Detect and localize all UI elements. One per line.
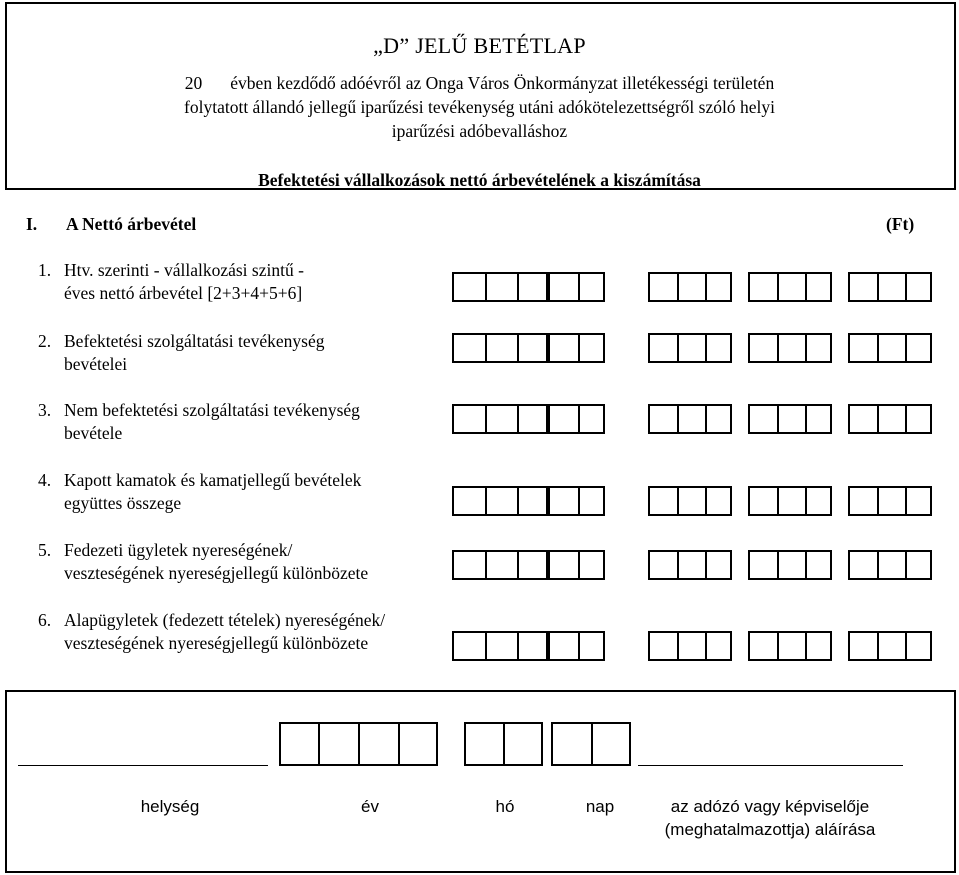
month-label: hó — [495, 797, 515, 816]
digit-box-group[interactable] — [452, 272, 548, 302]
digit-box-group[interactable] — [748, 404, 832, 434]
digit-box-group[interactable] — [748, 272, 832, 302]
intro-line-3: iparűzési adóbevalláshoz — [391, 121, 568, 141]
digit-box-group[interactable] — [848, 631, 932, 661]
digit-box-group[interactable] — [848, 333, 932, 363]
digit-box-group[interactable] — [548, 272, 605, 302]
row-6-label: 6. Alapügyletek (fedezett tételek) nyereségének/ veszteségének nyereségjellegű különbözete — [38, 610, 386, 653]
form-title: „D” JELŰ BETÉTLAP — [373, 33, 586, 58]
year-label: év — [361, 797, 379, 816]
intro-line-2: folytatott állandó jellegű iparűzési tevékenység utáni adókötelezettségről szóló helyi — [184, 97, 775, 117]
day-label: nap — [585, 797, 615, 816]
row-3-label: 3. Nem befektetési szolgáltatási tevékenység bevétele — [38, 400, 360, 443]
digit-box-group[interactable] — [648, 550, 732, 580]
digit-box-group[interactable] — [748, 486, 832, 516]
digit-box-group[interactable] — [648, 272, 732, 302]
place-label: helység — [140, 797, 200, 816]
intro-text-1: évben kezdődő adóévről az Onga Város Önkormányzat illetékességi területén — [230, 73, 775, 93]
digit-box-group[interactable] — [748, 631, 832, 661]
digit-box-group[interactable] — [452, 333, 548, 363]
row-5-label: 5. Fedezeti ügyletek nyereségének/ veszteségének nyereségjellegű különbözete — [38, 540, 369, 583]
digit-box-group[interactable] — [452, 631, 548, 661]
row-4-label: 4. Kapott kamatok és kamatjellegű bevételek együttes összege — [38, 470, 362, 513]
signature-line[interactable] — [638, 765, 903, 766]
digit-box-group[interactable] — [452, 486, 548, 516]
year-boxes[interactable] — [279, 722, 438, 766]
row-3-amount-boxes[interactable] — [452, 404, 932, 434]
month-boxes[interactable] — [464, 722, 543, 766]
signature-label: az adózó vagy képviselője (meghatalmazottja) aláírása — [664, 797, 876, 839]
section-unit: (Ft) — [886, 214, 915, 234]
day-boxes[interactable] — [551, 722, 631, 766]
row-2-label: 2. Befektetési szolgáltatási tevékenység bevételei — [38, 331, 325, 374]
digit-box-group[interactable] — [548, 333, 605, 363]
section-number: I. — [26, 214, 38, 234]
digit-box-group[interactable] — [748, 550, 832, 580]
digit-box-group[interactable] — [452, 404, 548, 434]
digit-box-group[interactable] — [848, 404, 932, 434]
digit-box-group[interactable] — [848, 486, 932, 516]
form-subtitle: Befektetési vállalkozások nettó árbevételének a kiszámítása — [258, 170, 701, 190]
digit-box-group[interactable] — [548, 404, 605, 434]
digit-box-group[interactable] — [548, 550, 605, 580]
digit-box-group[interactable] — [648, 631, 732, 661]
digit-box-group[interactable] — [848, 272, 932, 302]
digit-box-group[interactable] — [648, 333, 732, 363]
year-prefix[interactable]: 20 — [184, 73, 203, 93]
digit-box-group[interactable] — [648, 404, 732, 434]
digit-box-group[interactable] — [748, 333, 832, 363]
signature-section — [5, 690, 956, 873]
row-5-amount-boxes[interactable] — [452, 550, 932, 580]
form-header — [5, 2, 956, 190]
digit-box-group[interactable] — [648, 486, 732, 516]
section-title: A Nettó árbevétel — [66, 214, 197, 234]
place-line[interactable] — [18, 765, 268, 766]
row-1-label: 1. Htv. szerinti - vállalkozási szintű - éves nettó árbevétel [2+3+4+5+6] — [38, 260, 304, 303]
digit-box-group[interactable] — [452, 550, 548, 580]
row-4-amount-boxes[interactable] — [452, 486, 932, 516]
digit-box-group[interactable] — [548, 486, 605, 516]
row-2-amount-boxes[interactable] — [452, 333, 932, 363]
row-6-amount-boxes[interactable] — [452, 631, 932, 661]
intro-line-1 — [0, 73, 959, 94]
digit-box-group[interactable] — [548, 631, 605, 661]
digit-box-group[interactable] — [848, 550, 932, 580]
row-1-amount-boxes[interactable] — [452, 272, 932, 302]
